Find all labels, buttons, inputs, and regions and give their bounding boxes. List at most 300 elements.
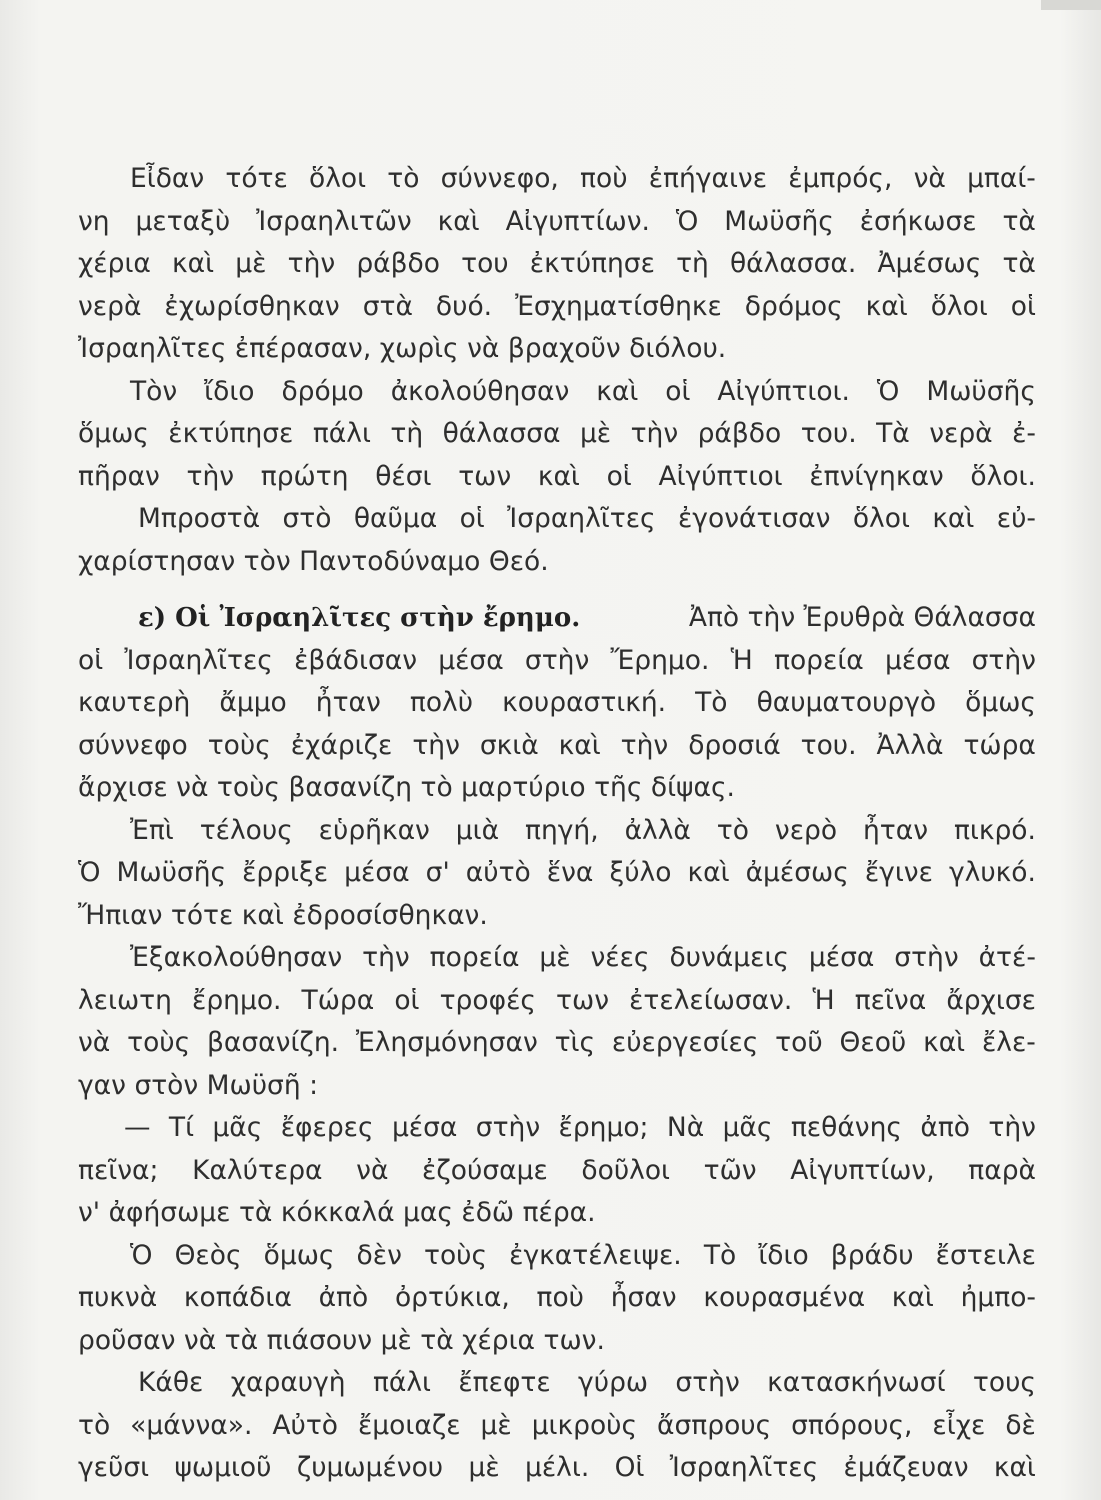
word: τὸ [387, 163, 420, 194]
word: τὰ [1002, 205, 1036, 237]
text-line [78, 1447, 1036, 1490]
word: νὰ [467, 333, 500, 364]
word: διόλου. [629, 333, 727, 364]
word: ἐπέρασαν, [234, 333, 372, 364]
word: λειωτη [78, 984, 172, 1016]
word: ζυμωμένου [296, 1452, 444, 1483]
word: σ' [425, 857, 450, 888]
word: σπόρους, [791, 1409, 913, 1441]
word: ἔρημο. [192, 984, 282, 1016]
word: των. [543, 1324, 605, 1356]
word: χωρὶς [379, 333, 459, 364]
word: οἱ [665, 375, 691, 407]
word: Νὰ [666, 1112, 705, 1143]
word: ἀλλὰ [624, 814, 691, 846]
word: μὲ [468, 1452, 500, 1483]
word: Αἰγυπτίων, [790, 1154, 935, 1186]
word: μὲ [235, 248, 267, 279]
word: Ἰσραηλῖτες [124, 644, 273, 676]
word: νερὰ [78, 290, 142, 322]
word: ὅμως [965, 687, 1036, 718]
word: ἔρημο; [558, 1112, 649, 1143]
section-gap [78, 583, 1036, 597]
word: τοὺς [207, 729, 271, 761]
word: Ὁ [675, 205, 699, 237]
word: ὅμως [263, 1239, 335, 1271]
word: Ἀμέσως [877, 248, 982, 279]
word: καὶ [172, 248, 215, 279]
word: Τὰ [876, 418, 910, 449]
word: τοῦ [775, 1027, 823, 1058]
word: καυτερὴ [78, 687, 191, 718]
word: χαραυγὴ [230, 1367, 346, 1398]
word: μας [403, 1197, 453, 1228]
word: νερὰ [929, 418, 993, 449]
word: πικρό. [953, 814, 1036, 846]
word: δίψας. [650, 772, 735, 803]
word: τοὺς [216, 772, 280, 803]
word: καὶ [687, 857, 730, 888]
text-line [78, 456, 1036, 499]
word: ἕνα [546, 857, 594, 888]
word: ἔρριξε [242, 857, 329, 888]
word: ἄρχισε [946, 984, 1036, 1016]
word: ἄρχισε [78, 772, 168, 803]
text-line [78, 937, 1036, 980]
word: τὰ [420, 1324, 454, 1356]
word: Ἰσραηλῖτες [507, 503, 656, 534]
text-line [78, 1320, 1036, 1363]
word: Ἔρημο. [610, 644, 710, 676]
word: Ἤπιαν [78, 899, 163, 931]
word: ἀμέσως [745, 857, 849, 888]
word: ἐκτύπησε [168, 418, 294, 449]
word: ἐζούσαμε [422, 1154, 548, 1186]
word: τὰ [1002, 248, 1036, 279]
word: ποὺ [536, 1282, 584, 1313]
word: Ἐσχηματίσθηκε [515, 290, 722, 322]
word: βασανίζη [288, 772, 413, 803]
word: οἱ [394, 984, 420, 1016]
word: Ἡ [812, 984, 835, 1016]
word: μᾶς [212, 1112, 263, 1143]
word: στὴν [894, 942, 959, 973]
word: Ὁ [78, 857, 101, 888]
word: ἦσαν [610, 1282, 677, 1313]
word: Ὁ [130, 1239, 153, 1271]
word: Ἐλησμόνησαν [355, 1027, 538, 1058]
word: ἐπνίγηκαν [809, 460, 944, 492]
word: ἐκτύπησε [529, 248, 655, 279]
word: μπαί- [967, 163, 1036, 194]
text-line [78, 1150, 1036, 1193]
word: Παντοδύναμο [299, 545, 481, 577]
word: ἀτέ- [978, 942, 1036, 973]
word: τὴ [390, 418, 424, 449]
word: καὶ [932, 503, 975, 534]
word: κουραστική. [502, 687, 667, 718]
word: νέες [590, 942, 650, 973]
word: μαρτύριο [461, 772, 586, 803]
word: ἀκολούθησαν [390, 375, 570, 407]
word: οἱ [78, 644, 104, 676]
text-line [78, 541, 1036, 584]
word: Εἶδαν [130, 163, 205, 194]
word: ὅλοι. [970, 460, 1036, 492]
word: των [556, 984, 609, 1016]
word: πορεία [429, 942, 520, 973]
word: δροσιά [688, 729, 781, 761]
word: νερὸ [774, 814, 838, 846]
word: ν' [78, 1197, 101, 1228]
word: εἶχε [932, 1409, 986, 1441]
word: ἐχωρίσθηκαν [164, 290, 340, 322]
word: θαῦμα [353, 503, 438, 534]
word: πιάσουν [266, 1324, 373, 1356]
word: ἔπεφτε [458, 1367, 551, 1398]
word: δὲν [356, 1239, 402, 1271]
word: τὴν [186, 460, 235, 492]
word: πυκνὰ [78, 1282, 158, 1313]
word: πορεία [774, 644, 864, 676]
word: νὰ [356, 1154, 389, 1186]
word: ἐδροσίσθηκαν. [292, 899, 488, 931]
word: κατασκήνωσί [767, 1367, 946, 1398]
word: δυό. [435, 290, 493, 322]
text-line [78, 767, 1036, 810]
word: δρόμο [281, 375, 364, 407]
text-line [78, 1277, 1036, 1320]
word: νὰ [913, 163, 946, 194]
word: καὶ [923, 1027, 966, 1058]
word: τότε [225, 163, 288, 194]
word: πολὺ [409, 687, 474, 718]
word: παρὰ [968, 1154, 1036, 1186]
word: ἀπὸ [920, 1112, 970, 1143]
word: Τί [168, 1112, 195, 1143]
word: τοὺς [423, 1239, 488, 1271]
word: γύρω [578, 1367, 649, 1398]
word: ἐπήγαινε [648, 163, 768, 194]
word: πεῖνα; [78, 1154, 159, 1186]
word: μιὰ [455, 814, 500, 846]
word: θάλασσα. [729, 248, 857, 279]
word: νὰ [78, 1027, 111, 1058]
word: ὅμως [78, 418, 149, 449]
word: ἴδιο [758, 1239, 809, 1271]
word: τῶν [703, 1154, 757, 1186]
word: τὰ [224, 1324, 259, 1356]
word: σύννεφο [78, 729, 188, 761]
word: σκιὰ [479, 729, 539, 761]
word: στὴν [971, 644, 1036, 676]
word: Ὁ [876, 375, 900, 407]
word: Τὸ [703, 1239, 737, 1271]
word: Τὸ [695, 687, 728, 718]
word: πρώτη [260, 460, 349, 492]
word: στὴν [524, 644, 590, 676]
word: κοπάδια [183, 1282, 292, 1313]
word: ἐ- [1012, 418, 1036, 449]
word: τὸ [78, 1409, 111, 1441]
text-line [78, 1235, 1036, 1278]
word: Ἀλλὰ [876, 729, 944, 761]
dialogue-line [78, 1107, 1036, 1150]
text-line [78, 1192, 1036, 1235]
text-line [78, 371, 1036, 414]
word: μέσα [391, 1112, 458, 1143]
word: ἔστειλε [935, 1239, 1036, 1271]
word: βράδυ [830, 1239, 914, 1271]
text-segment: Ἀπὸ τὴν Ἐρυθρὰ Θάλασσα [688, 602, 1036, 633]
word: ράβδο [356, 248, 440, 279]
section-heading: ε) Οἱ Ἰσραηλῖτες στὴν ἔρημο. [138, 603, 581, 633]
word: γεῦσι [78, 1452, 150, 1483]
word: τοὺς [127, 1027, 191, 1058]
body-text [78, 158, 1036, 1490]
word: κόκκαλά [280, 1197, 395, 1228]
word: ὀρτύκια, [394, 1282, 510, 1313]
text-line [78, 286, 1036, 329]
word: Αἰγύπτιοι. [717, 375, 850, 407]
word: ποὺ [580, 163, 628, 194]
word: Καλύτερα [192, 1154, 323, 1186]
word: πεῖνα [854, 984, 927, 1016]
text-line [78, 810, 1036, 853]
word: ἀφήσωμε [108, 1197, 231, 1228]
word: πάλι [312, 418, 371, 449]
word: Ἰσραηλῖτες [669, 1452, 819, 1483]
word: καὶ [537, 460, 580, 492]
word: τὴν [287, 248, 336, 279]
text-line [78, 725, 1036, 768]
word: πηγή, [524, 814, 599, 846]
word: μέσα [438, 644, 504, 676]
word: τὸ [420, 772, 453, 803]
word: ὅλοι [930, 290, 988, 322]
word: δυνάμεις [669, 942, 789, 973]
word: ἐδῶ [461, 1197, 515, 1228]
text-line [78, 1405, 1036, 1448]
text-line [78, 1022, 1036, 1065]
word: — [124, 1112, 151, 1143]
word: βασανίζη. [207, 1027, 340, 1058]
word: δοῦλοι [581, 1154, 671, 1186]
word: ψωμιοῦ [174, 1452, 272, 1483]
text-line [78, 640, 1036, 683]
word: Αἰγυπτίων. [505, 205, 650, 237]
word: του. [800, 418, 857, 449]
word: ἐμάζευαν [843, 1452, 969, 1483]
word: ἐσήκωσε [859, 205, 977, 237]
word: των [458, 460, 512, 492]
word: Ἰσραηλῖτες [78, 333, 227, 364]
word: μὲ [579, 418, 612, 449]
word: στὴν [675, 1367, 740, 1398]
word: πεθάνης [790, 1112, 902, 1143]
word: Μωϋσῆς [926, 375, 1036, 407]
word: Ἐξακολούθησαν [130, 942, 343, 973]
word: τὸν [243, 545, 291, 577]
word: τὰ [238, 1197, 273, 1228]
word: ἔλε- [981, 1027, 1036, 1058]
word: ἄσπρους [657, 1409, 772, 1441]
word: τὴν [620, 729, 669, 761]
word: ἀπὸ [318, 1282, 369, 1313]
word: χέρια [78, 248, 151, 279]
word: μᾶς [722, 1112, 773, 1143]
word: γλυκό. [948, 857, 1036, 888]
word: Αὐτὸ [272, 1409, 339, 1441]
word: Τὸν [130, 375, 178, 407]
word: οἱ [606, 460, 632, 492]
word: «μάννα». [130, 1409, 253, 1441]
text-line [78, 201, 1036, 244]
word: Θεό. [488, 545, 549, 577]
word: νη [78, 205, 110, 237]
word: τῆς [594, 772, 643, 803]
word: καὶ [437, 205, 480, 237]
word: καὶ [596, 375, 639, 407]
word: κουρασμένα [703, 1282, 866, 1313]
word: του. [800, 729, 857, 761]
section-heading-line [78, 597, 1036, 640]
word: μέσα [884, 644, 951, 676]
word: μὲ [480, 1409, 512, 1441]
word: ἔφερες [280, 1112, 374, 1143]
word: στὰ [362, 290, 413, 322]
word: πῆραν [78, 460, 160, 492]
word: του [461, 248, 509, 279]
word: ἔγινε [864, 857, 933, 888]
text-line [78, 328, 1036, 371]
word: γαν [78, 1069, 126, 1101]
text-line [78, 158, 1036, 201]
word: τους [972, 1367, 1036, 1398]
word: Μωϋσῆ [206, 1069, 301, 1101]
word: ἦταν [315, 687, 381, 718]
word: ἄμμο [219, 687, 287, 718]
word: μεταξὺ [135, 205, 231, 237]
word: μικροὺς [531, 1409, 638, 1441]
word: Αἰγύπτιοι [658, 460, 783, 492]
page-corner-shadow [1041, 0, 1101, 10]
word: τὴν [630, 418, 679, 449]
word: νὰ [183, 1324, 217, 1356]
word: στὴν [475, 1112, 541, 1143]
word: εὐεργεσίες [611, 1027, 759, 1058]
word: εὐ- [996, 503, 1036, 534]
word: οἱ [459, 503, 485, 534]
word: οἱ [1010, 290, 1036, 322]
word: Κάθε [138, 1367, 204, 1398]
text-line [78, 682, 1036, 725]
word: ροῦσαν [78, 1324, 176, 1356]
word: μέλι. [525, 1452, 590, 1483]
word: στὸν [134, 1069, 199, 1101]
text-line [78, 980, 1036, 1023]
text-line [78, 895, 1036, 938]
word: θαυματουργὸ [756, 687, 937, 718]
word: Ἐπὶ [130, 814, 174, 846]
word: πέρα. [522, 1197, 596, 1228]
word: δὲ [1005, 1409, 1036, 1441]
word: Μωϋσῆς [724, 205, 834, 237]
word: Θεοῦ [839, 1027, 907, 1058]
word: τὸ [716, 814, 749, 846]
word: Τώρα [301, 984, 375, 1016]
word: μὲ [380, 1324, 412, 1356]
word: ἔμοιαζε [357, 1409, 461, 1441]
word: μὲ [539, 942, 571, 973]
word: τέλους [199, 814, 293, 846]
word: χέρια [462, 1324, 536, 1356]
text-line [78, 413, 1036, 456]
text-line [78, 1065, 1036, 1108]
word: καὶ [891, 1282, 934, 1313]
word: τώρα [963, 729, 1036, 761]
word: Θεὸς [174, 1239, 242, 1271]
text-line [78, 852, 1036, 895]
word: ἐμπρός, [788, 163, 893, 194]
word: τροφές [439, 984, 536, 1016]
word: ἐβάδισαν [294, 644, 418, 676]
word: ὅλοι [309, 163, 367, 194]
word: τὴν [988, 1112, 1036, 1143]
text-line [78, 243, 1036, 286]
word: ἴδιο [204, 375, 255, 407]
word: μέσα [808, 942, 875, 973]
word: τότε [170, 899, 234, 931]
word: δρόμος [744, 290, 843, 322]
word: τὴν [362, 942, 410, 973]
word: ἠμπο- [960, 1282, 1036, 1313]
word: σύννεφο, [440, 163, 559, 194]
word: Ἡ [730, 644, 753, 676]
word: ὅλοι [852, 503, 910, 534]
word: ξύλο [609, 857, 672, 888]
word: ἐτελείωσαν. [629, 984, 793, 1016]
word: ἦταν [862, 814, 929, 846]
word: ἐχάριζε [290, 729, 393, 761]
word: αὐτὸ [465, 857, 531, 888]
word: πάλι [372, 1367, 432, 1398]
word: Ἰσραηλιτῶν [256, 205, 412, 237]
word: καὶ [241, 899, 284, 931]
word: βραχοῦν [507, 333, 621, 364]
word: εὑρῆκαν [318, 814, 430, 846]
word: Μωϋσῆς [116, 857, 227, 888]
word: καὶ [558, 729, 601, 761]
text-line [78, 498, 1036, 541]
word: στὸ [282, 503, 332, 534]
text-line [78, 1362, 1036, 1405]
word: θάλασσα [442, 418, 561, 449]
word: μέσα [344, 857, 410, 888]
word: χαρίστησαν [78, 545, 236, 577]
word: ἐγκατέλειψε. [509, 1239, 682, 1271]
word: Μπροστὰ [138, 503, 261, 534]
word: καὶ [993, 1452, 1036, 1483]
word: : [309, 1069, 319, 1101]
word: ράβδο [697, 418, 782, 449]
word: τὴ [676, 248, 709, 279]
word: τὴν [412, 729, 460, 761]
word: ἐγονάτισαν [677, 503, 831, 534]
word: θέσι [375, 460, 432, 492]
word: νὰ [176, 772, 209, 803]
word: τὶς [554, 1027, 596, 1058]
